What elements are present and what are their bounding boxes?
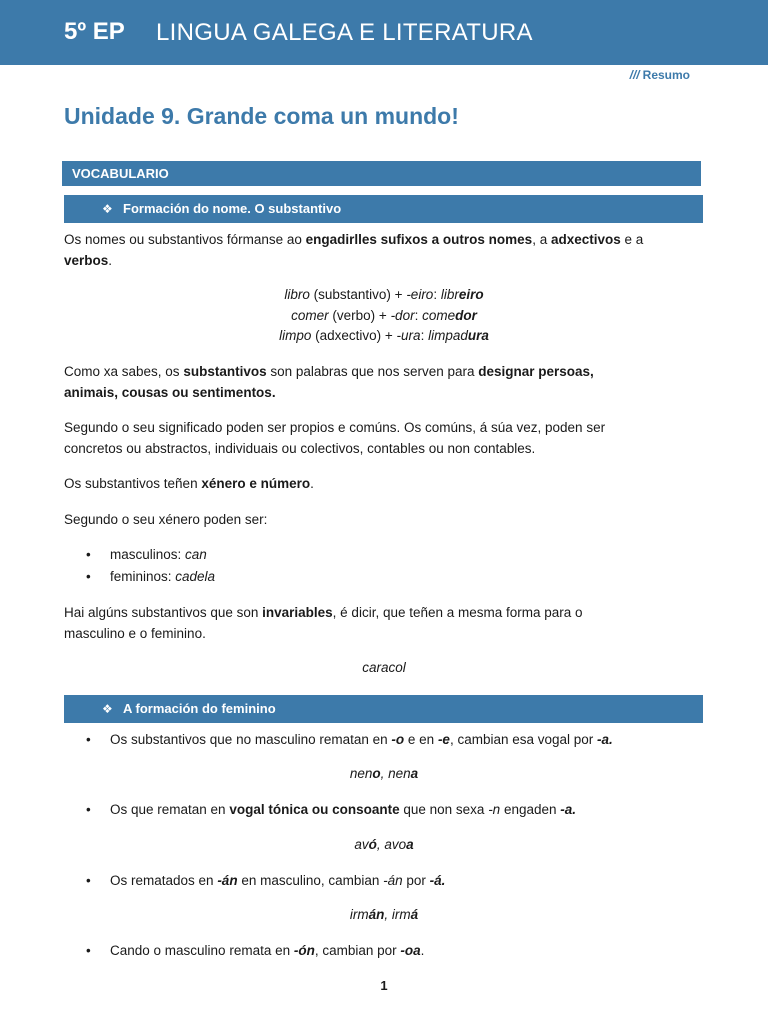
subsection-title: Formación do nome. O substantivo	[123, 201, 342, 216]
bullet-icon: •	[86, 873, 91, 888]
page-number: 1	[380, 978, 388, 993]
bullet-icon: •	[86, 732, 91, 747]
section-vocabulario: VOCABULARIO	[62, 161, 701, 186]
subject-title: LINGUA GALEGA E LITERATURA	[156, 19, 533, 46]
summary-label: Resumo	[642, 68, 690, 82]
example-derivations	[64, 285, 704, 347]
derivation-line: limpo (adxectivo) + -ura: limpadura	[279, 328, 489, 343]
bullet-icon: •	[86, 569, 91, 584]
derivation-line: libro (substantivo) + -eiro: libreiro	[284, 287, 484, 302]
diamond-bullet-icon: ❖	[102, 702, 113, 716]
subsection-feminino	[64, 695, 703, 723]
diamond-bullet-icon: ❖	[102, 202, 113, 216]
subsection-title: A formación do feminino	[123, 701, 276, 716]
bullet-icon: •	[86, 943, 91, 958]
unit-title: Unidade 9. Grande coma un mundo!	[64, 103, 459, 129]
bullet-icon: •	[86, 547, 91, 562]
summary-tag	[630, 68, 690, 82]
derivation-line: comer (verbo) + -dor: comedor	[291, 307, 477, 323]
slashes-icon: ///	[629, 68, 640, 82]
paragraph-meaning: Segundo o seu significado poden ser propios e comúns. Os comúns, á súa vez, poden ser concretos ou abstractos, individuais ou colectivos, contables ou non contables.	[64, 420, 606, 456]
paragraph-invariables: Hai algúns substantivos que son invariables, é dicir, que teñen a mesma forma para o masculino e o feminino.	[64, 605, 583, 641]
paragraph-formation: Os nomes ou substantivos fórmanse ao engadirlles sufixos a outros nomes, a adxectivos e a verbos.	[64, 232, 644, 268]
paragraph-definition: Como xa sabes, os substantivos son palabras que nos serven para designar persoas, animais, cousas ou sentimentos.	[64, 364, 594, 400]
header-bar	[0, 0, 768, 65]
subsection-formacion-nome	[64, 195, 703, 223]
example-invariable: caracol	[362, 660, 406, 675]
bullet-icon: •	[86, 802, 91, 817]
grade-label: 5º EP	[64, 18, 125, 45]
example-feminine: irmán, irmá	[349, 907, 419, 922]
example-feminine: avó, avoa	[354, 837, 414, 852]
paragraph-gender-number: Os substantivos teñen xénero e número.	[64, 476, 314, 491]
paragraph-gender-intro: Segundo o seu xénero poden ser:	[64, 512, 268, 527]
example-feminine: neno, nena	[349, 766, 419, 781]
